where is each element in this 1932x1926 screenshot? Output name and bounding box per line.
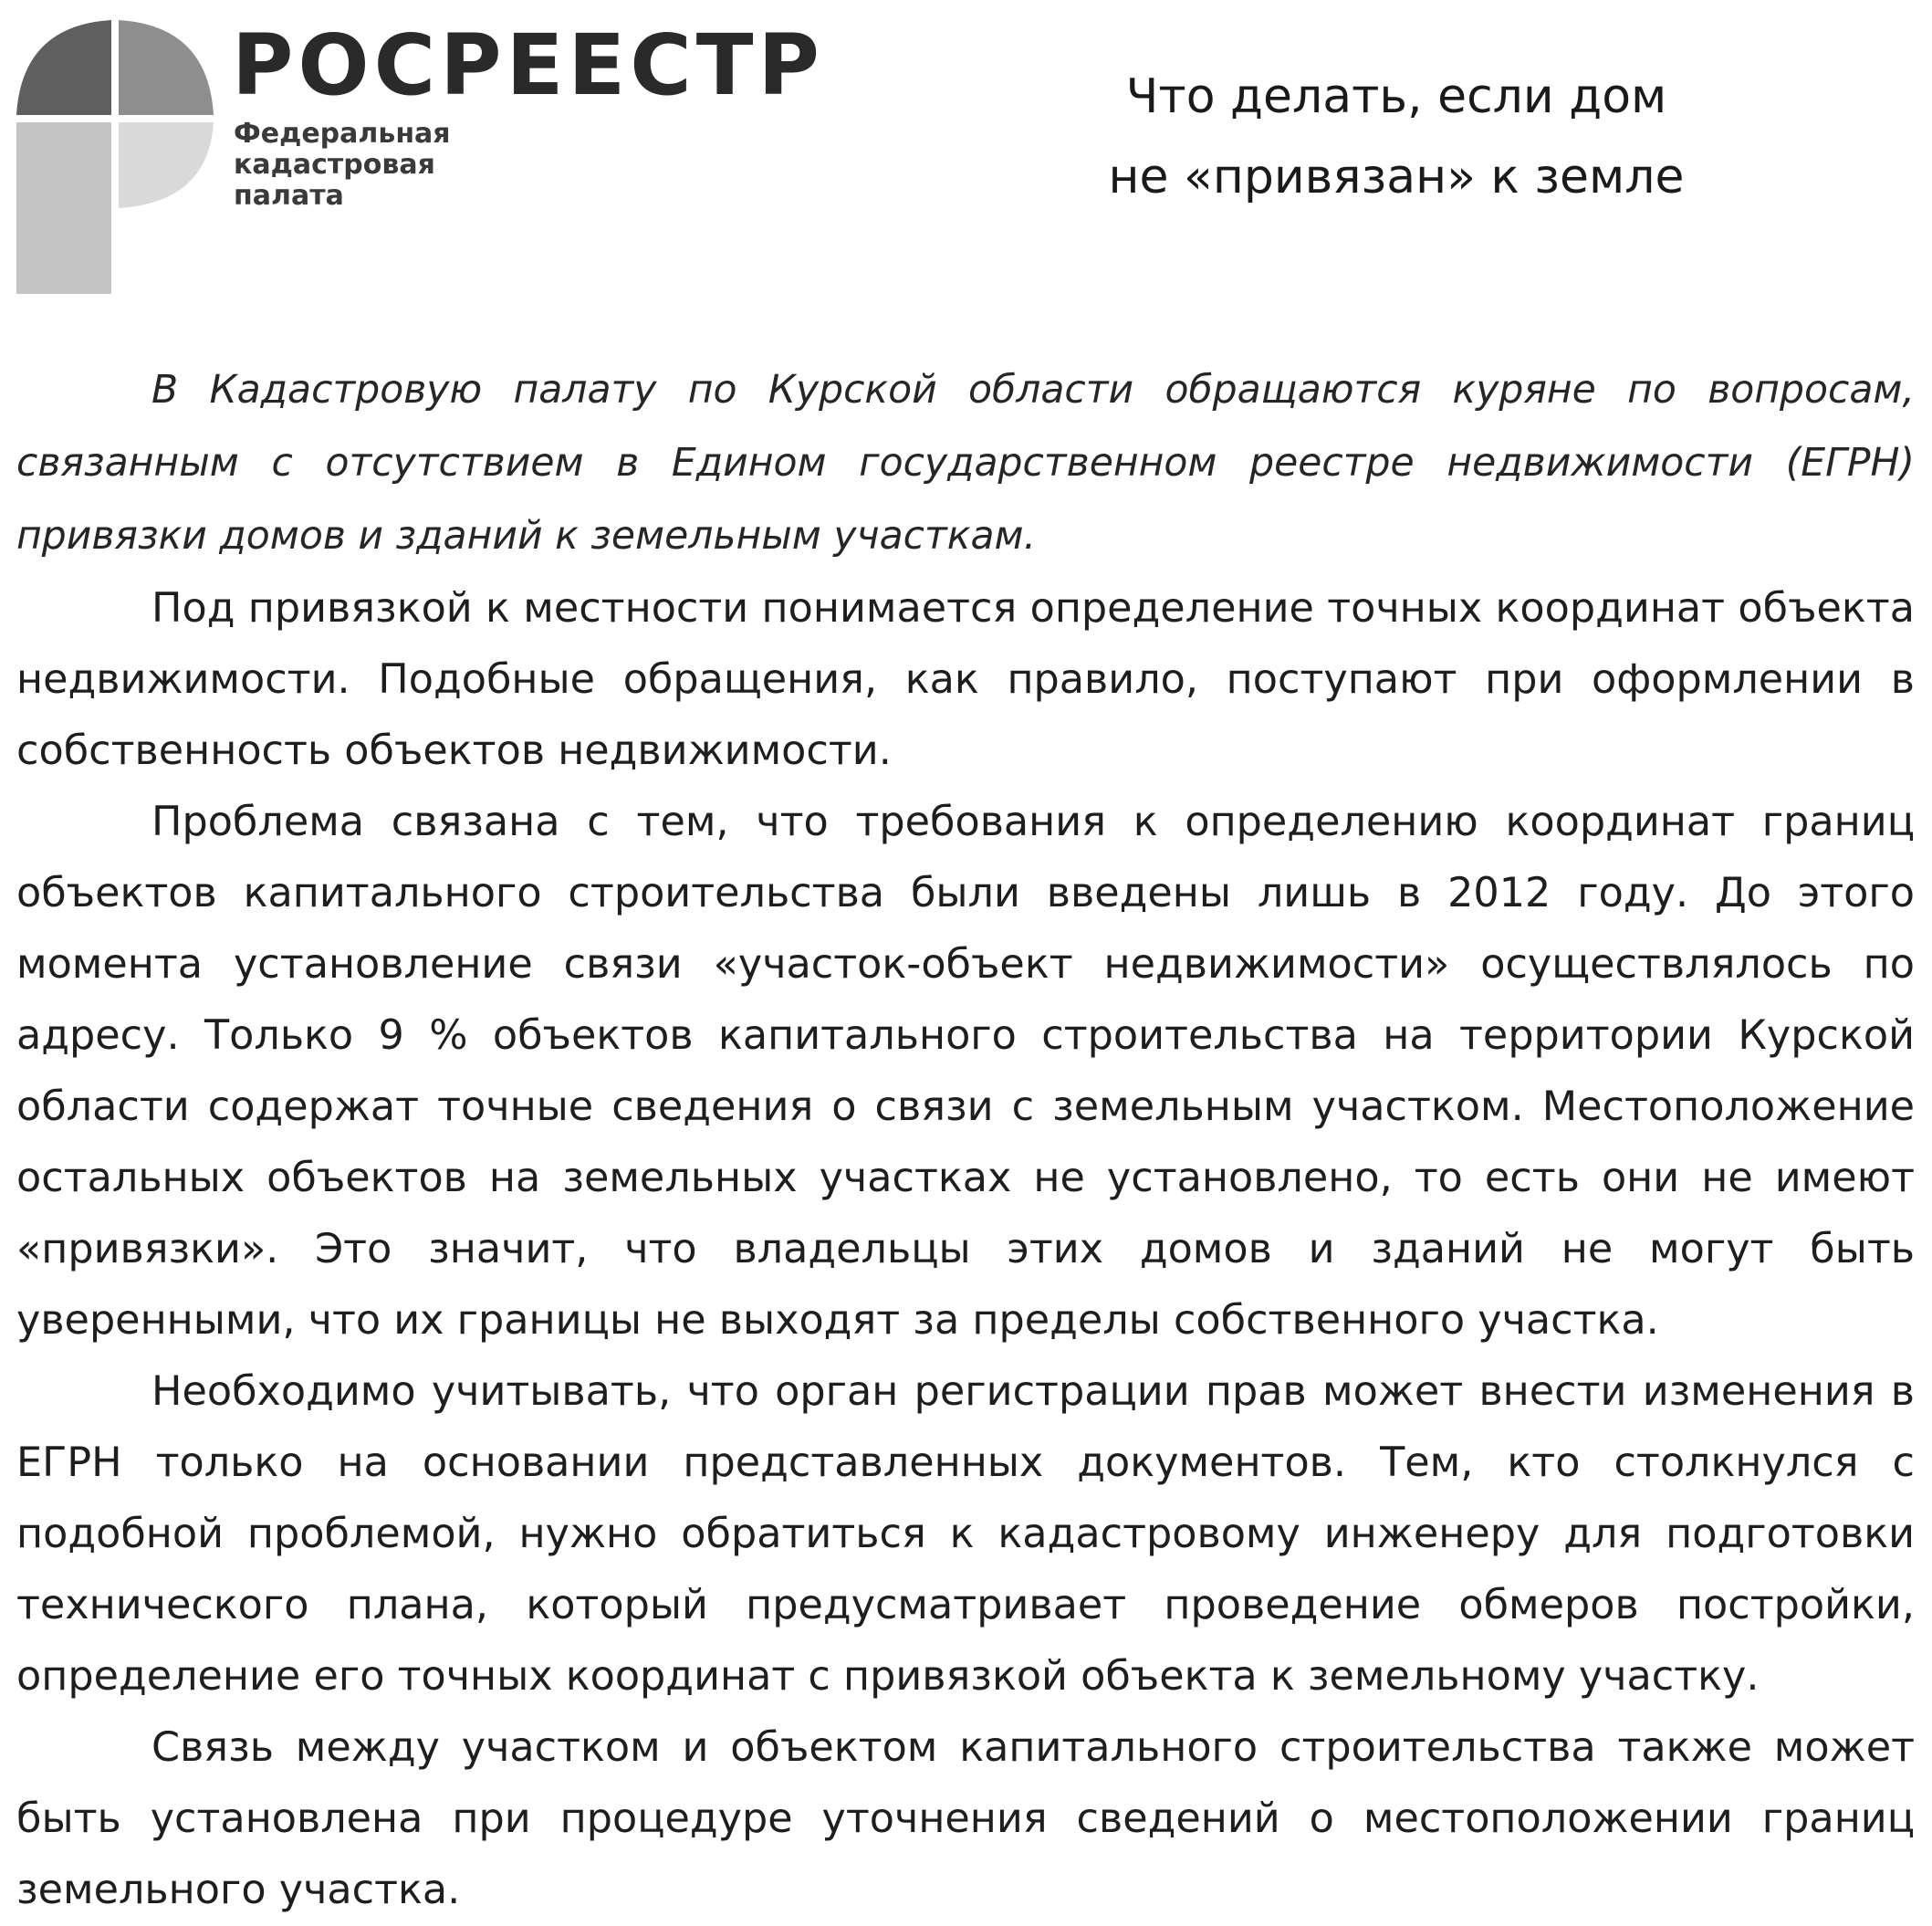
logo-mid-segment — [119, 20, 214, 115]
brand-name: РОСРЕЕСТР — [232, 16, 824, 114]
logo-dark-segment — [16, 20, 111, 115]
logo-light-stem — [16, 122, 111, 294]
body-paragraph-4: Связь между участком и объектом капитального строительства также может быть установлена при процедуре уточнения сведений о местоположении границ земельного участка. — [16, 1724, 1915, 1913]
body-paragraph-1: Под привязкой к местности понимается определение точных координат объекта недвижимости. Подобные обращения, как правило, поступают при оформлении в собственность объектов недвижимости. — [16, 585, 1915, 774]
document-body — [16, 354, 1915, 1926]
brand-subtitle-line-2: кадастровая — [234, 149, 435, 181]
body-paragraph-2: Проблема связана с тем, что требования к определению координат границ объектов капитального строительства были введены лишь в 2012 году. До этого момента установление связи «участок-объект недвижимости» осуществлялось по адресу. Только 9 % объектов капитального строительства на территории Курской области содержат точные сведения о связи с земельным участком. Местоположение остальных объектов на земельных участках не установлено, то есть они не имеют «привязки». Это значит, что владельцы этих домов и зданий не могут быть уверенными, что их границы не выходят за пределы собственного участка. — [16, 799, 1915, 1344]
rosreestr-logo-icon — [13, 16, 230, 298]
brand-block — [232, 16, 824, 212]
logo-lighter-segment — [119, 122, 214, 208]
lead-paragraph: В Кадастровую палату по Курской области обращаются куряне по вопросам, связанным с отсутствием в Едином государственном реестре недвижимости (ЕГРН) привязки домов и зданий к земельным участкам. — [16, 368, 1915, 559]
body-paragraph-3: Необходимо учитывать, что орган регистрации прав может внести изменения в ЕГРН только на основании представленных документов. Тем, кто столкнулся с подобной проблемой, нужно обратиться к кадастровому инженеру для подготовки технического плана, который предусматривает проведение обмеров постройки, определение его точных координат с привязкой объекта к земельному участку. — [16, 1368, 1915, 1700]
document-title-line-1: Что делать, если дом — [1125, 69, 1667, 124]
brand-subtitle-line-1: Федеральная — [234, 118, 451, 150]
document-title — [1004, 57, 1789, 217]
document-title-line-2: не «привязан» к земле — [1108, 150, 1685, 204]
brand-subtitle-line-3: палата — [234, 180, 344, 212]
